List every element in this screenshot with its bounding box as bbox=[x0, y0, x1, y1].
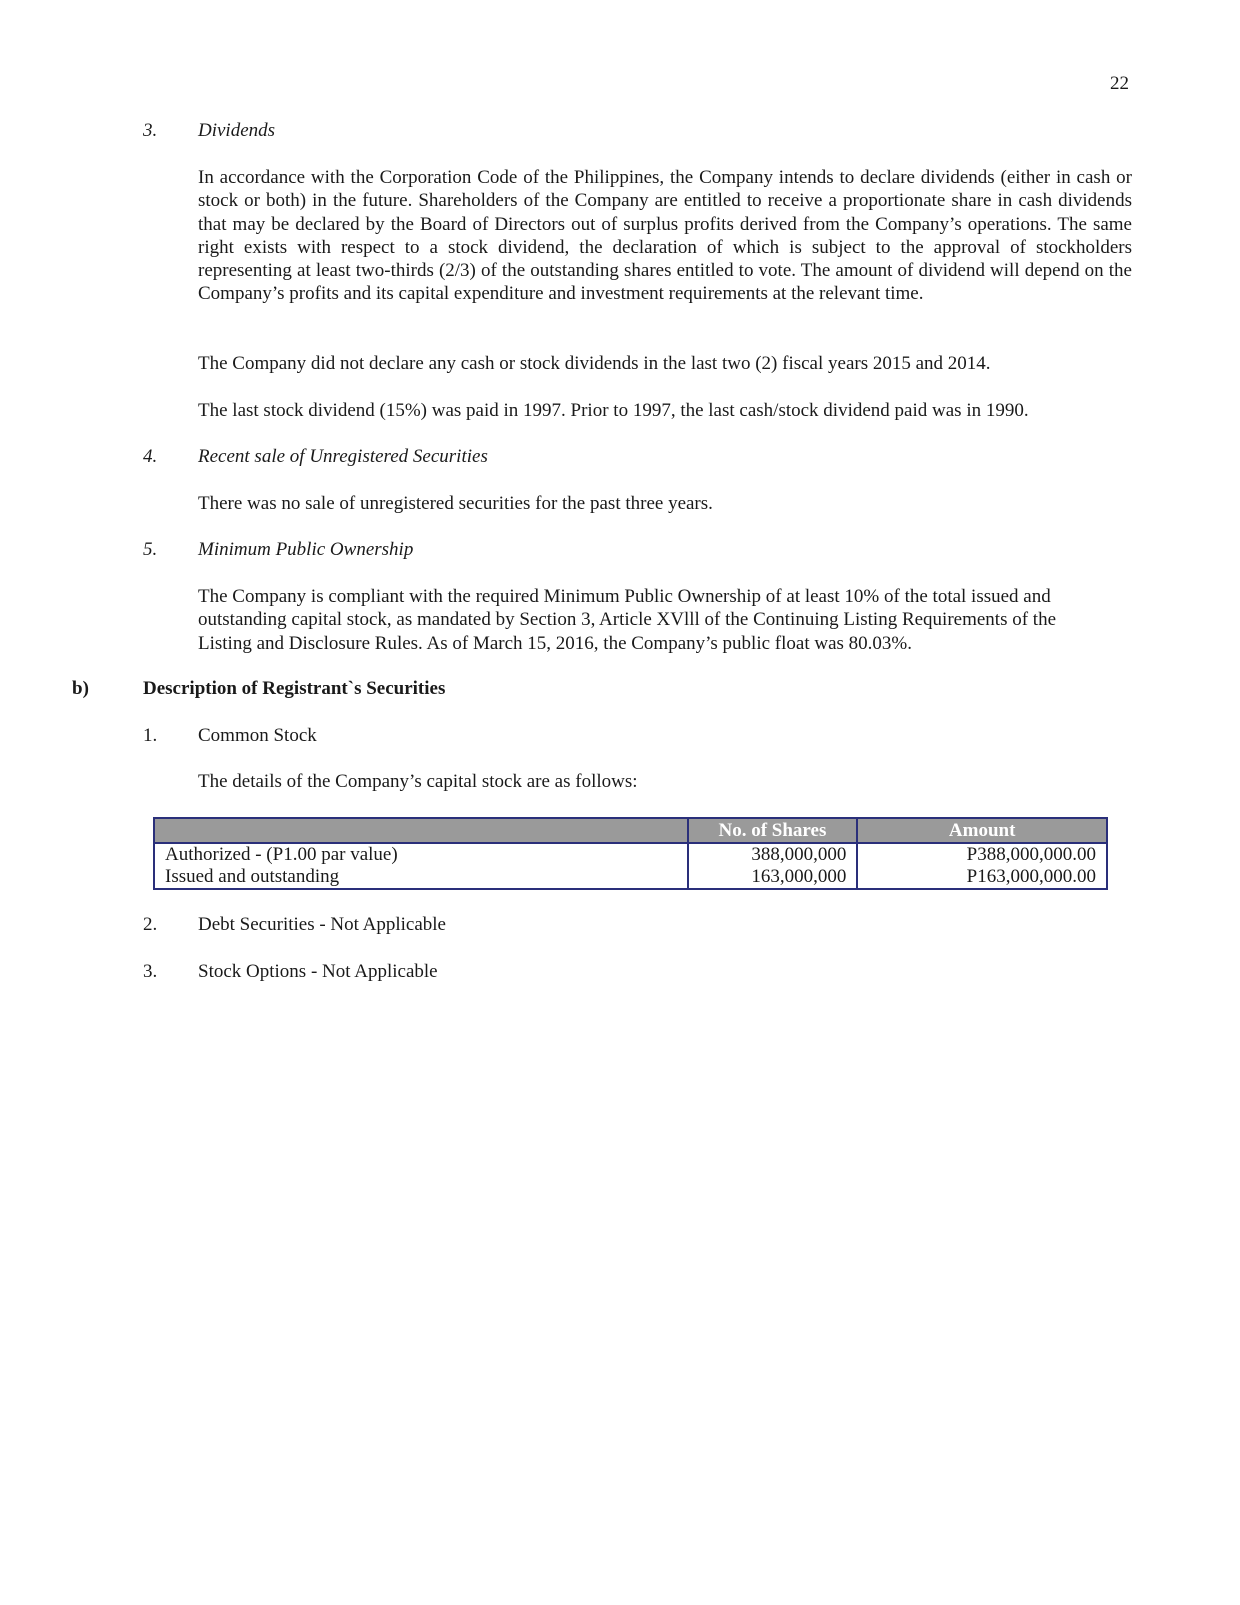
mpo-title: Minimum Public Ownership bbox=[198, 539, 414, 560]
row-label: Authorized - (P1.00 par value) bbox=[165, 844, 398, 865]
dividends-number: 3. bbox=[143, 120, 158, 141]
mpo-line-2: outstanding capital stock, as mandated by Section 3, Article XVlll of the Continuing Listing Requirements of the bbox=[198, 609, 1057, 631]
mpo-number: 5. bbox=[143, 539, 158, 560]
row-shares: 388,000,000 bbox=[688, 843, 858, 866]
row-shares: 163,000,000 bbox=[688, 866, 858, 889]
common-stock-number: 1. bbox=[143, 725, 158, 746]
capital-stock-intro: The details of the Company’s capital stock are as follows: bbox=[198, 771, 638, 792]
header-amount: Amount bbox=[857, 818, 1107, 843]
capital-stock-table bbox=[153, 817, 1108, 890]
unregistered-title: Recent sale of Unregistered Securities bbox=[198, 446, 488, 467]
mpo-line-1: The Company is compliant with the required Minimum Public Ownership of at least 10% of the total issued and bbox=[198, 586, 1051, 607]
stock-options-text: Stock Options - Not Applicable bbox=[198, 961, 438, 982]
options-number: 3. bbox=[143, 961, 158, 982]
header-no-of-shares: No. of Shares bbox=[688, 818, 858, 843]
section-b-letter: b) bbox=[72, 678, 89, 699]
row-label: Issued and outstanding bbox=[165, 866, 340, 887]
unregistered-paragraph: There was no sale of unregistered securities for the past three years. bbox=[198, 493, 713, 514]
mpo-paragraph bbox=[198, 585, 1132, 655]
last-dividend-paragraph: The last stock dividend (15%) was paid in 1997. Prior to 1997, the last cash/stock dividend paid was in 1990. bbox=[198, 400, 1029, 421]
header-blank bbox=[154, 818, 688, 843]
dividends-history-paragraph: The Company did not declare any cash or stock dividends in the last two (2) fiscal years 2015 and 2014. bbox=[198, 353, 991, 374]
mpo-line-3: Listing and Disclosure Rules. As of March 15, 2016, the Company’s public float was 80.03%. bbox=[198, 632, 912, 654]
row-amount: P163,000,000.00 bbox=[857, 866, 1107, 889]
common-stock-title: Common Stock bbox=[198, 725, 317, 746]
table-header-row bbox=[154, 818, 1107, 843]
dividends-title: Dividends bbox=[198, 120, 276, 141]
debt-number: 2. bbox=[143, 914, 158, 935]
table-row bbox=[154, 843, 1107, 866]
debt-securities-text: Debt Securities - Not Applicable bbox=[198, 914, 446, 935]
row-amount: P388,000,000.00 bbox=[857, 843, 1107, 866]
dividends-paragraph: In accordance with the Corporation Code of the Philippines, the Company intends to declare dividends (either in cash or stock or both) in the future. Shareholders of the Company are entitled to receive a proportionate share in cash dividends that may be declared by the Board of Directors out of surplus profits derived from the Company’s operations. The same right exists with respect to a stock dividend, the declaration of which is subject to the approval of stockholders representing at least two-thirds (2/3) of the outstanding shares entitled to vote. The amount of dividend will depend on the Company’s profits and its capital expenditure and investment requirements at the relevant time. bbox=[198, 167, 1132, 305]
table-row bbox=[154, 866, 1107, 889]
unregistered-number: 4. bbox=[143, 446, 158, 467]
page-number: 22 bbox=[1110, 73, 1129, 94]
section-b-title: Description of Registrant`s Securities bbox=[143, 678, 446, 699]
